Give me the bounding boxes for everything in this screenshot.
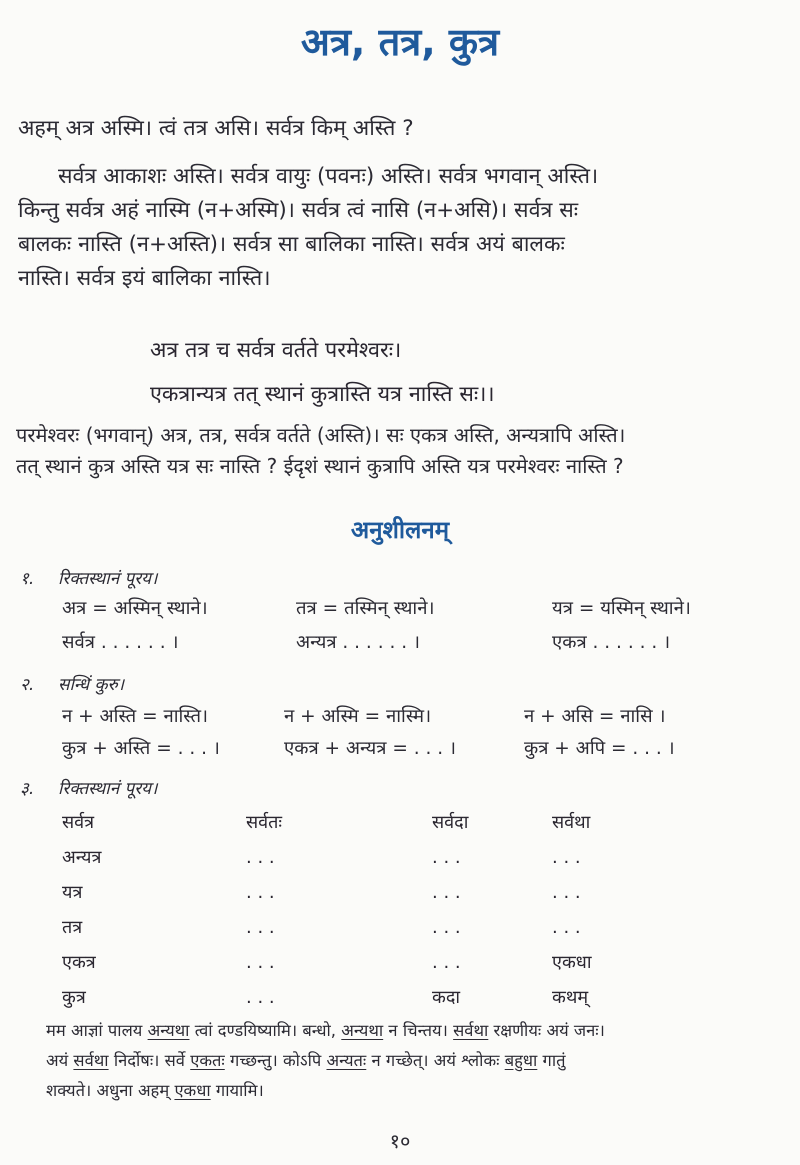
- exercise-item: कुत्र + अपि = . . . ।: [524, 738, 675, 759]
- table-cell: कदा: [432, 987, 461, 1008]
- exercise-item: न + अस्मि = नास्मि।: [284, 706, 432, 727]
- exercise-instruction: रिक्तस्थानं पूरय।: [58, 779, 158, 799]
- usage-note: [46, 1016, 766, 1106]
- verse-line-2: एकत्रान्यत्र तत् स्थानं कुत्रास्ति यत्र नास्ति सः।।: [150, 382, 495, 407]
- table-row: [62, 948, 682, 983]
- exercise-item: एकत्र + अन्यत्र = . . . ।: [284, 738, 457, 759]
- exercise-item: यत्र = यस्मिन् स्थाने।: [552, 598, 691, 619]
- table-cell: . . .: [246, 917, 275, 938]
- table-cell: . . .: [552, 847, 581, 868]
- table-cell: . . .: [432, 882, 461, 903]
- note-text: न गच्छेत्। अयं श्लोकः: [366, 1051, 505, 1070]
- note-line: [46, 1046, 766, 1076]
- exercise-2-row: [62, 734, 782, 764]
- note-text: गातुं: [537, 1051, 566, 1070]
- underlined-word: सर्वथा: [73, 1051, 109, 1070]
- underlined-word: एकधा: [174, 1081, 211, 1100]
- exercise-3-label: [20, 776, 157, 802]
- exercise-item: न + असि = नासि ।: [524, 706, 666, 727]
- underlined-word: अन्यतः: [326, 1051, 367, 1070]
- note-text: रक्षणीयः अयं जनः।: [488, 1021, 605, 1040]
- paragraph-line: बालकः नास्ति (न+अस्ति)। सर्वत्र सा बालिका नास्ति। सर्वत्र अयं बालकः: [18, 232, 565, 257]
- exercise-number: २.: [20, 675, 35, 695]
- table-cell: . . .: [246, 882, 275, 903]
- table-cell: एकत्र: [62, 952, 96, 973]
- table-cell: यत्र: [62, 882, 83, 903]
- exercise-number: ३.: [20, 779, 35, 799]
- table-cell: सर्वदा: [432, 812, 469, 833]
- table-row: [62, 983, 682, 1018]
- exercise-2-label: [20, 672, 124, 698]
- table-cell: तत्र: [62, 917, 83, 938]
- note-line: [46, 1016, 766, 1046]
- table-cell: कथम्: [552, 987, 589, 1008]
- exercise-instruction: सन्धिं कुरु।: [58, 675, 125, 695]
- note-text: अयं: [46, 1051, 74, 1070]
- exercise-item: तत्र = तस्मिन् स्थाने।: [296, 598, 435, 619]
- exercise-item: सर्वत्र . . . . . . ।: [62, 632, 179, 653]
- table-row: [62, 808, 682, 843]
- note-line: [46, 1076, 766, 1106]
- explanation-paragraph: [16, 420, 791, 482]
- table-cell: . . .: [432, 847, 461, 868]
- exercise-heading: अनुशीलनम्: [350, 516, 450, 544]
- verse-line-1: अत्र तत्र च सर्वत्र वर्तते परमेश्वरः।: [150, 338, 402, 363]
- exercise-instruction: रिक्तस्थानं पूरय।: [58, 569, 158, 589]
- table-cell: . . .: [552, 882, 581, 903]
- table-cell: . . .: [552, 917, 581, 938]
- main-paragraph: [18, 160, 788, 296]
- paragraph-line: सर्वत्र आकाशः अस्ति। सर्वत्र वायुः (पवनः) अस्ति। सर्वत्र भगवान् अस्ति।: [58, 164, 599, 189]
- table-cell: सर्वत्र: [62, 812, 95, 833]
- table-cell: . . .: [432, 952, 461, 973]
- note-text: गच्छन्तु। कोऽपि: [224, 1051, 327, 1070]
- note-text: शक्यते। अधुना अहम्: [46, 1081, 175, 1100]
- intro-paragraph: अहम् अत्र अस्मि। त्वं तत्र असि। सर्वत्र किम् अस्ति ?: [18, 116, 414, 141]
- table-row: [62, 913, 682, 948]
- underlined-word: अन्यथा: [341, 1021, 384, 1040]
- note-text: मम आज्ञां पालय: [46, 1021, 148, 1040]
- exercise-item: एकत्र . . . . . . ।: [552, 632, 671, 653]
- exercise-1-row: [62, 594, 782, 624]
- note-text: गायामि।: [210, 1081, 264, 1100]
- table-cell: अन्यत्र: [62, 847, 102, 868]
- exercise-item: अन्यत्र . . . . . . ।: [296, 632, 420, 653]
- table-cell: सर्वथा: [552, 812, 591, 833]
- paragraph-line: किन्तु सर्वत्र अहं नास्मि (न+अस्मि)। सर्वत्र त्वं नासि (न+असि)। सर्वत्र सः: [18, 198, 579, 223]
- note-text: त्वां दण्डयिष्यामि। बन्धो,: [189, 1021, 342, 1040]
- exercise-2-row: [62, 702, 782, 732]
- table-row: [62, 878, 682, 913]
- exercise-item: कुत्र + अस्ति = . . . ।: [62, 738, 220, 759]
- table-cell: सर्वतः: [246, 812, 283, 833]
- paragraph-line: नास्ति। सर्वत्र इयं बालिका नास्ति।: [18, 266, 271, 291]
- table-cell: एकधा: [552, 952, 592, 973]
- table-cell: . . .: [246, 952, 275, 973]
- table-cell: . . .: [246, 847, 275, 868]
- page-number: १०: [389, 1129, 411, 1153]
- table-row: [62, 843, 682, 878]
- note-text: न चिन्तय।: [383, 1021, 454, 1040]
- underlined-word: सर्वथा: [453, 1021, 489, 1040]
- exercise-item: न + अस्ति = नास्ति।: [62, 706, 209, 727]
- adverb-table: [62, 808, 682, 1018]
- table-cell: . . .: [246, 987, 275, 1008]
- table-cell: . . .: [432, 917, 461, 938]
- paragraph-line: परमेश्वरः (भगवान्) अत्र, तत्र, सर्वत्र वर्तते (अस्ति)। सः एकत्र अस्ति, अन्यत्रापि अस्ति।: [16, 423, 626, 447]
- exercise-1-label: [20, 566, 157, 592]
- underlined-word: बहुधा: [504, 1051, 538, 1070]
- underlined-word: एकतः: [190, 1051, 225, 1070]
- exercise-1-row: [62, 628, 782, 658]
- exercise-number: १.: [20, 569, 35, 589]
- underlined-word: अन्यथा: [147, 1021, 190, 1040]
- table-cell: कुत्र: [62, 987, 86, 1008]
- paragraph-line: तत् स्थानं कुत्र अस्ति यत्र सः नास्ति ? ईदृशं स्थानं कुत्रापि अस्ति यत्र परमेश्वरः नास्ति ?: [16, 454, 624, 478]
- note-text: निर्दोषः। सर्वे: [108, 1051, 191, 1070]
- exercise-item: अत्र = अस्मिन् स्थाने।: [62, 598, 208, 619]
- lesson-title: अत्र, तत्र, कुत्र: [300, 20, 500, 64]
